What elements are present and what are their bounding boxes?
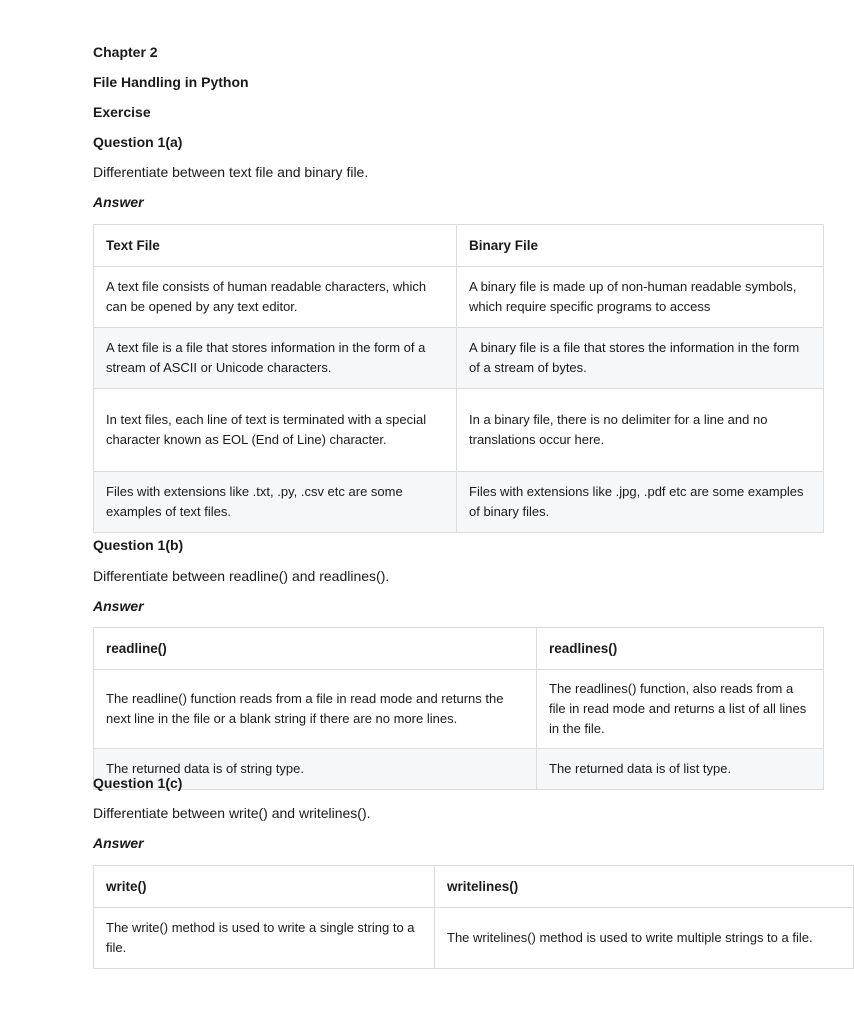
table-cell: The readlines() function, also reads from a file in read mode and returns a list of all lines in the file. — [537, 670, 824, 749]
table-cell: Files with extensions like .jpg, .pdf etc are some examples of binary files. — [457, 472, 824, 533]
question-1c-answer-label: Answer — [93, 835, 144, 851]
table-row — [94, 267, 824, 328]
table-cell: In text files, each line of text is terminated with a special character known as EOL (End of Line) character. — [94, 389, 457, 472]
section-heading: Exercise — [93, 104, 151, 120]
question-1b-answer-label: Answer — [93, 598, 144, 614]
question-1a-answer-label: Answer — [93, 194, 144, 210]
table-header-cell: write() — [94, 866, 435, 908]
table-cell: The write() method is used to write a single string to a file. — [94, 908, 435, 969]
write-vs-writelines-table — [93, 865, 854, 969]
question-1a-prompt: Differentiate between text file and binary file. — [93, 164, 369, 180]
table-row — [94, 670, 824, 749]
table-cell: A binary file is a file that stores the information in the form of a stream of bytes. — [457, 328, 824, 389]
table-header-row — [94, 225, 824, 267]
question-1c-label: Question 1(c) — [93, 775, 183, 791]
table-cell: The returned data is of string type. — [94, 749, 537, 790]
table-row — [94, 749, 824, 790]
chapter-title: File Handling in Python — [93, 74, 249, 90]
table-cell: The writelines() method is used to write multiple strings to a file. — [435, 908, 854, 969]
table-header-cell: writelines() — [435, 866, 854, 908]
table-cell: A binary file is made up of non-human readable symbols, which require specific programs to access — [457, 267, 824, 328]
question-1b-prompt: Differentiate between readline() and readlines(). — [93, 568, 390, 584]
chapter-heading: Chapter 2 — [93, 44, 158, 60]
text-vs-binary-table — [93, 224, 824, 533]
table-header-row — [94, 628, 824, 670]
table-cell: Files with extensions like .txt, .py, .csv etc are some examples of text files. — [94, 472, 457, 533]
readline-vs-readlines-table — [93, 627, 824, 790]
table-header-cell: Binary File — [457, 225, 824, 267]
table-header-cell: Text File — [94, 225, 457, 267]
table-cell: A text file is a file that stores information in the form of a stream of ASCII or Unicode characters. — [94, 328, 457, 389]
table-header-cell: readline() — [94, 628, 537, 670]
table-row — [94, 328, 824, 389]
table-cell: In a binary file, there is no delimiter for a line and no translations occur here. — [457, 389, 824, 472]
table-header-cell: readlines() — [537, 628, 824, 670]
table-row — [94, 908, 854, 969]
table-row — [94, 472, 824, 533]
table-row — [94, 389, 824, 472]
table-cell: A text file consists of human readable characters, which can be opened by any text editor. — [94, 267, 457, 328]
question-1c-prompt: Differentiate between write() and writelines(). — [93, 805, 371, 821]
table-cell: The returned data is of list type. — [537, 749, 824, 790]
question-1a-label: Question 1(a) — [93, 134, 183, 150]
table-header-row — [94, 866, 854, 908]
question-1b-label: Question 1(b) — [93, 537, 184, 553]
table-cell: The readline() function reads from a file in read mode and returns the next line in the file or a blank string if there are no more lines. — [94, 670, 537, 749]
